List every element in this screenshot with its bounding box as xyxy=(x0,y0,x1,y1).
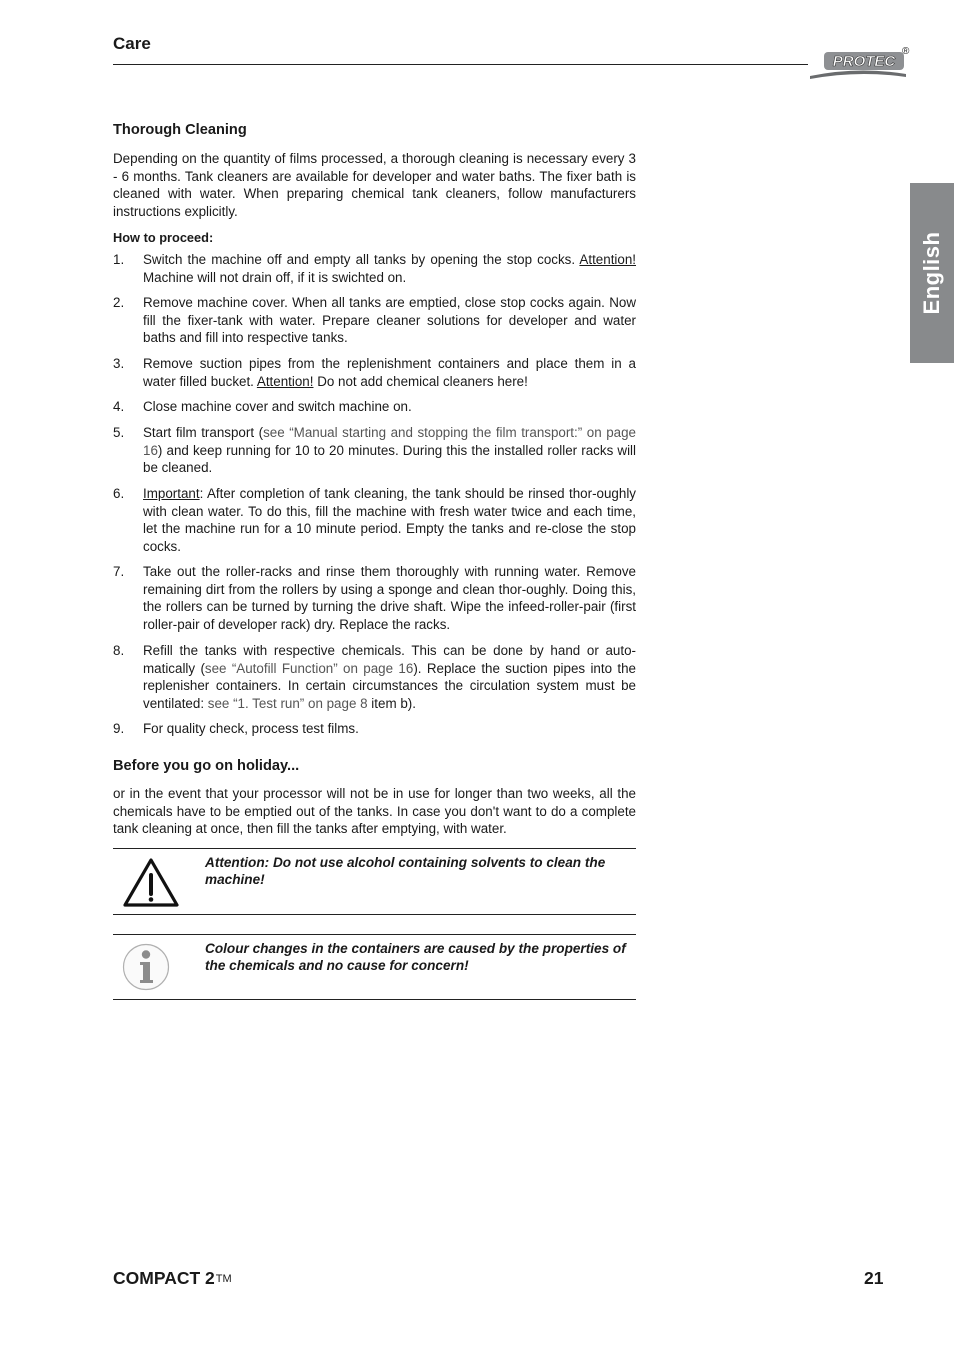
step-text xyxy=(143,355,636,390)
step-number: 3. xyxy=(113,356,125,371)
step-text-run: Switch the machine off and empty all tanks by opening the stop cocks. xyxy=(143,252,580,267)
step-text-run: Remove machine cover. When all tanks are emptied, close stop cocks again. Now fill the fixer-tank with water. Prepare cleaner solutions for developer and water baths and fill into respective tanks. xyxy=(143,295,636,346)
step-text xyxy=(143,720,636,738)
step-number: 6. xyxy=(113,486,125,501)
info-rule-top xyxy=(113,934,636,935)
step-number: 8. xyxy=(113,643,125,658)
protec-logo xyxy=(808,44,912,80)
cross-reference: see “Manual starting and stopping the film transport:” on page 16 xyxy=(143,425,636,458)
step-text-run: Machine will not drain off, if it is swichted on. xyxy=(143,269,407,285)
step-number: 4. xyxy=(113,399,125,414)
step-text-run: ) and keep running for 10 to 20 minutes. During this the installed roller racks will be cleaned. xyxy=(143,442,636,476)
step-text xyxy=(143,424,636,477)
warning-note-text: Attention: Do not use alcohol containing solvents to clean the machine! xyxy=(205,855,606,888)
how-to-proceed-label: How to proceed: xyxy=(113,230,214,245)
thorough-cleaning-intro: Depending on the quantity of films processed, a thorough cleaning is necessary every 3 - 6 months. Tank cleaners are available for developer and water baths. The fixer bath is cleaned with water. When preparing chemical tank cleaners, follow manufacturers instructions explicitly. xyxy=(113,151,636,219)
svg-text:PROTEC: PROTEC xyxy=(832,53,896,70)
warning-rule-top xyxy=(113,848,636,849)
warning-triangle-icon xyxy=(122,857,180,909)
svg-text:®: ® xyxy=(902,46,910,57)
emphasis-label: Attention! xyxy=(579,252,636,267)
thorough-cleaning-heading: Thorough Cleaning xyxy=(113,122,247,138)
header-rule xyxy=(113,64,808,65)
cross-reference: see “1. Test run” on page 8 xyxy=(207,695,368,711)
step-text-run: Start film transport ( xyxy=(143,425,264,440)
step-text-run: Do not add chemical cleaners here! xyxy=(313,373,528,389)
step-number: 5. xyxy=(113,425,125,440)
cross-reference: see “Autofill Function” on page 16 xyxy=(204,660,414,676)
step-text-run: Remove suction pipes from the replenishment containers and place them in a water filled bucket. xyxy=(143,356,636,389)
info-note-text: Colour changes in the containers are caused by the properties of the chemicals and no cause for concern! xyxy=(205,941,626,974)
language-tab xyxy=(910,183,954,363)
step-text xyxy=(143,642,636,712)
emphasis-label: Attention! xyxy=(256,373,314,389)
trademark-mark: TM xyxy=(215,1273,232,1285)
step-text-run: Close machine cover and switch machine on. xyxy=(143,399,412,414)
step-text-run: ). Replace the suction pipes into the replenisher containers. In certain circumstances the circulation system must be ventilated: xyxy=(143,660,636,711)
step-text xyxy=(143,398,636,416)
info-rule-bottom xyxy=(113,999,636,1000)
step-text-run: Take out the roller-racks and rinse them thoroughly with running water. Remove remaining dirt from the rollers by using a sponge and clean thor-oughly. Doing this, the rollers can be turned by turning the drive shaft. Wipe the infeed-roller-pair (first roller-pair of developer rack) dry. Replace the racks. xyxy=(143,564,636,632)
holiday-text: or in the event that your processor will not be in use for longer than two weeks, all the chemicals have to be emptied out of the tanks. In case you don't want to do a complete tank cleaning at once, then fill the tanks after emptying, with water. xyxy=(113,786,636,837)
step-text xyxy=(143,485,636,555)
footer-product-name xyxy=(113,1268,232,1289)
emphasis-label: Important xyxy=(143,486,200,501)
step-text xyxy=(143,251,636,286)
step-text xyxy=(143,563,636,633)
section-title: Care xyxy=(113,34,151,53)
holiday-heading: Before you go on holiday... xyxy=(113,758,300,774)
product-name: COMPACT 2 xyxy=(113,1268,215,1288)
step-text-run: Refill the tanks with respective chemicals. This can be done by hand or auto-matically ( xyxy=(143,643,636,676)
step-number: 1. xyxy=(113,252,125,267)
step-text xyxy=(143,294,636,347)
step-text-run: item b). xyxy=(367,695,416,711)
warning-rule-bottom xyxy=(113,914,636,915)
step-text-run: For quality check, process test films. xyxy=(143,721,359,736)
info-icon xyxy=(122,943,170,991)
step-number: 9. xyxy=(113,721,125,736)
step-number: 7. xyxy=(113,564,125,579)
step-text-run: : After completion of tank cleaning, the tank should be rinsed thor-oughly with clean water. To do this, fill the machine with fresh water twice and each time, let the machine run for a 10 minute period. Empty the tanks and re-close the stop cocks. xyxy=(143,486,636,554)
language-tab-label: English xyxy=(919,231,944,315)
page-number: 21 xyxy=(864,1268,884,1288)
step-number: 2. xyxy=(113,295,125,310)
